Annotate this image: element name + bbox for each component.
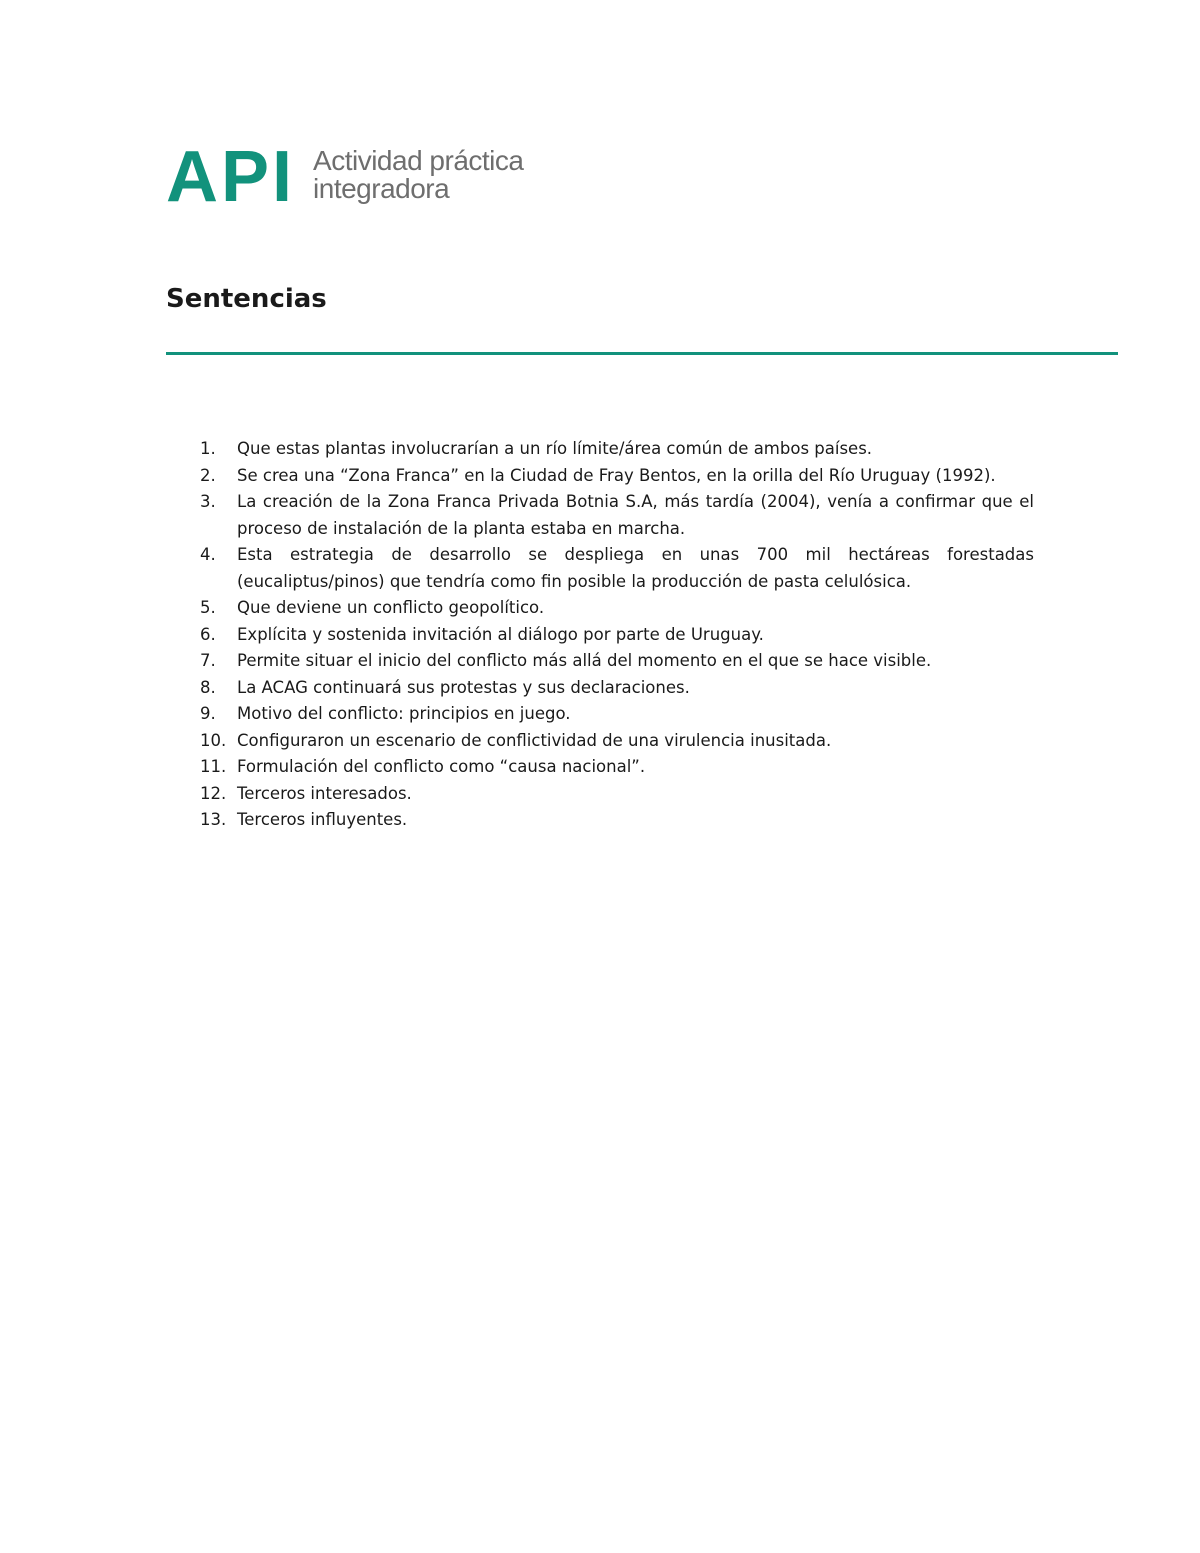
list-item-number: 5. (200, 598, 216, 617)
list-item-number: 7. (200, 651, 216, 670)
list-item-text: Motivo del conflicto: principios en juego. (237, 704, 571, 723)
list-item (200, 648, 1034, 675)
list-item-text: Configuraron un escenario de conflictividad de una virulencia inusitada. (237, 730, 832, 750)
list-item-text: Terceros influyentes. (237, 810, 408, 829)
logo-line-2: integradora (313, 173, 450, 204)
list-item (200, 463, 1034, 490)
page-title: Sentencias (166, 284, 327, 314)
list-item-number: 6. (200, 624, 216, 644)
list-item (200, 622, 1034, 649)
list-item-text: Permite situar el inicio del conflicto más allá del momento en el que se hace visible. (237, 651, 932, 670)
list-item-number: 13. (200, 810, 227, 829)
list-item-text: Que estas plantas involucrarían a un río límite/área común de ambos países. (237, 439, 873, 458)
list-item-text: La ACAG continuará sus protestas y sus declaraciones. (237, 677, 690, 697)
list-item (200, 675, 1034, 702)
logo-line-1: Actividad práctica (313, 145, 524, 176)
list-item-number: 9. (200, 704, 216, 723)
list-item-number: 1. (200, 439, 216, 458)
sentences-list (200, 436, 1034, 834)
list-item (200, 781, 1034, 808)
title-divider (166, 352, 1118, 355)
list-item (200, 754, 1034, 781)
list-item (200, 436, 1034, 463)
list-item-number: 11. (200, 757, 227, 776)
list-item-text: La creación de la Zona Franca Privada Botnia S.A, más tardía (2004), venía a confirmar que el proceso de instalación de la planta estaba en marcha. (237, 492, 1034, 538)
list-item-number: 8. (200, 677, 216, 697)
list-item-text: Formulación del conflicto como “causa nacional”. (237, 757, 646, 776)
list-item (200, 595, 1034, 622)
list-item-number: 2. (200, 465, 216, 485)
api-logo (166, 137, 524, 217)
list-item-number: 12. (200, 783, 227, 803)
list-item (200, 728, 1034, 755)
list-item (200, 701, 1034, 728)
list-item-text: Esta estrategia de desarrollo se despliega en unas 700 mil hectáreas forestadas (eucaliptus/pinos) que tendría como fin posible la producción de pasta celulósica. (237, 545, 1034, 591)
list-item-text: Se crea una “Zona Franca” en la Ciudad de Fray Bentos, en la orilla del Río Uruguay (1992). (237, 465, 996, 485)
list-item-text: Que deviene un conflicto geopolítico. (237, 598, 545, 617)
logo-text (313, 147, 523, 203)
list-item (200, 542, 1034, 595)
logo-mark: API (166, 137, 296, 217)
list-item (200, 489, 1034, 542)
list-item-text: Explícita y sostenida invitación al diálogo por parte de Uruguay. (237, 624, 764, 644)
list-item-number: 10. (200, 730, 227, 750)
list-item (200, 807, 1034, 834)
list-item-number: 4. (200, 545, 216, 564)
list-item-text: Terceros interesados. (237, 783, 412, 803)
list-item-number: 3. (200, 492, 216, 511)
